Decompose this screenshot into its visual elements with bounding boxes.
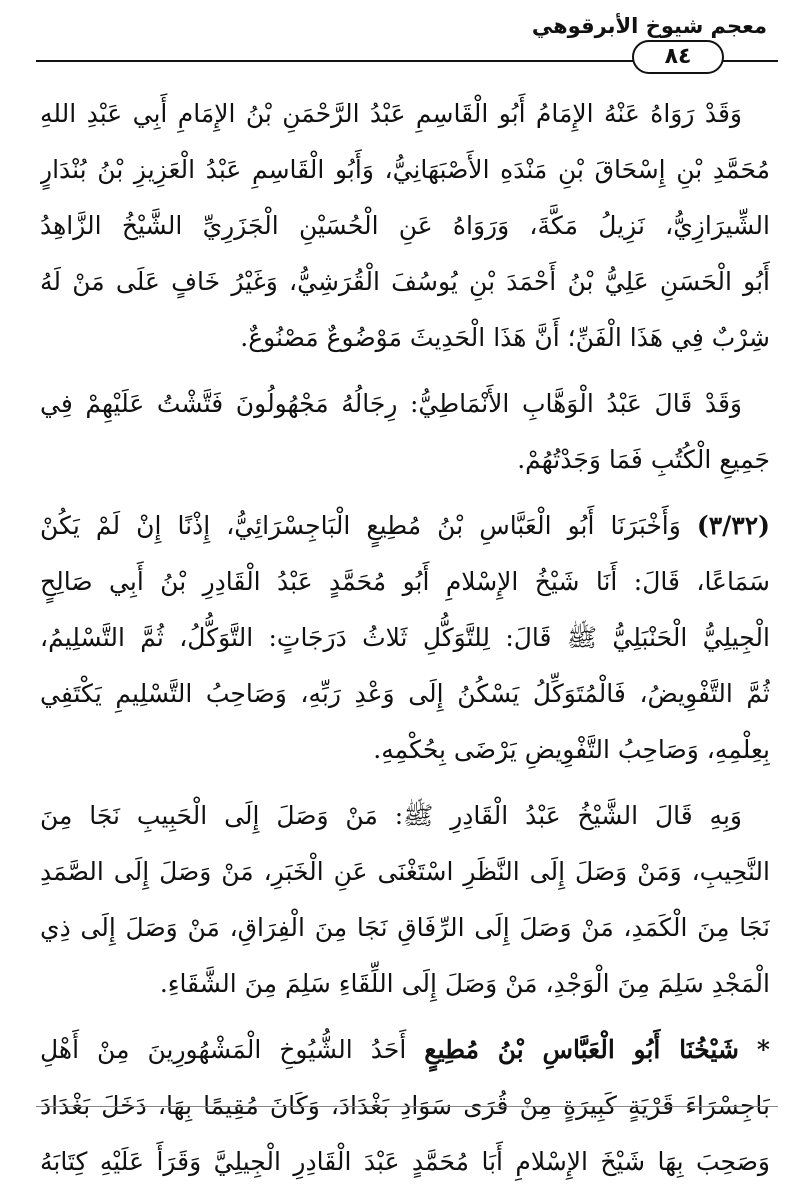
text-line: وَقَدْ رَوَاهُ عَنْهُ الإِمَامُ أَبُو الْقَاسِمِ عَبْدُ الرَّحْمَنِ بْنُ الإِمَامِ أَبِي عَبْدِ اللهِ xyxy=(40,99,742,128)
text-line: بَاجِسْرَاءَ قَرْيَةٍ كَبِيرَةٍ مِنْ قُرَى سَوَادِ بَغْدَادَ، وَكَانَ مُقِيمًا بِهَا، دَخَلَ بَغْدَادَ xyxy=(40,1091,770,1120)
text-line: ثُمَّ التَّفْوِيضُ، فَالْمُتَوَكِّلُ يَسْكُنُ إِلَى وَعْدِ رَبِّهِ، وَصَاحِبُ التَّسْلِيمِ يَكْتَفِي xyxy=(40,679,770,708)
entry-lead-name: شَيْخُنَا أَبُو الْعَبَّاسِ بْنُ مُطِيعٍ xyxy=(424,1035,739,1064)
paragraph xyxy=(40,498,770,778)
text-line: وَصَحِبَ بِهَا شَيْخَ الإِسْلامِ أَبَا مُحَمَّدٍ عَبْدَ الْقَادِرِ الْجِيلِيَّ وَقَرَأَ عَلَيْهِ كِتَابَهُ xyxy=(40,1147,770,1176)
text-line: الْجِيلِيُّ الْحَنْبَلِيُّ ﷺ قَالَ: لِلتَّوَكُّلِ ثَلاثُ دَرَجَاتٍ: التَّوَكُّلُ، ثُمَّ التَّسْلِيمُ، xyxy=(40,623,770,652)
text-line: مُحَمَّدِ بْنِ إِسْحَاقَ بْنِ مَنْدَهِ الأَصْبَهَانِيُّ، وَأَبُو الْقَاسِمِ عَبْدُ الْعَزِيزِ بْنُ بُنْدَارٍ xyxy=(40,155,770,184)
page-number: ٨٤ xyxy=(632,40,724,74)
text-line: جَمِيعِ الْكُتُبِ فَمَا وَجَدْتُهُمْ. xyxy=(517,445,770,474)
entry-marker: * xyxy=(756,1035,770,1064)
text-line: شِرْبٌ فِي هَذَا الْفَنِّ؛ أَنَّ هَذَا الْحَدِيثَ مَوْضُوعٌ مَصْنُوعٌ. xyxy=(240,323,770,352)
text-line: بِعِلْمِهِ، وَصَاحِبُ التَّفْوِيضِ يَرْضَى بِحُكْمِهِ. xyxy=(373,735,770,764)
paragraph xyxy=(40,86,770,366)
bottom-rule xyxy=(36,1106,778,1107)
text-line: وَقَدْ قَالَ عَبْدُ الْوَهَّابِ الأَنْمَاطِيُّ: رِجَالُهُ مَجْهُولُونَ فَتَّشْتُ عَلَيْهِمْ فِي xyxy=(40,389,742,418)
text-segment: وَأَخْبَرَنَا أَبُو الْعَبَّاسِ بْنُ مُطِيعٍ الْبَاجِسْرَائِيُّ، إِذْنًا إِنْ لَمْ يَكُنْ xyxy=(40,511,681,540)
body-text xyxy=(40,86,770,1200)
text-line xyxy=(40,498,770,554)
text-line: النَّحِيبِ، وَمَنْ وَصَلَ إِلَى النَّظَرِ اسْتَغْنَى عَنِ الْخَبَرِ، مَنْ وَصَلَ إِلَى الصَّمَدِ xyxy=(40,857,770,886)
text-line: وَبِهِ قَالَ الشَّيْخُ عَبْدُ الْقَادِرِ ﷺ: مَنْ وَصَلَ إِلَى الْحَبِيبِ نَجَا مِنَ xyxy=(40,801,742,830)
text-segment: أَحَدُ الشُّيُوخِ الْمَشْهُورِينَ مِنْ أَهْلِ xyxy=(40,1035,407,1064)
hadith-number: (٣/٣٢) xyxy=(696,511,770,540)
text-line: سَمَاعًا، قَالَ: أَنَا شَيْخُ الإِسْلامِ أَبُو مُحَمَّدٍ عَبْدُ الْقَادِرِ بْنُ أَبِي صَالِحٍ xyxy=(40,567,770,596)
paragraph xyxy=(40,376,770,488)
text-line: نَجَا مِنَ الْكَمَدِ، مَنْ وَصَلَ إِلَى الرِّفَاقِ نَجَا مِنَ الْفِرَاقِ، مَنْ وَصَلَ إِلَى ذِي xyxy=(40,913,770,942)
text-line: الشِّيرَازِيُّ، نَزِيلُ مَكَّةَ، وَرَوَاهُ عَنِ الْحُسَيْنِ الْجَزَرِيِّ الشَّيْخُ الزَّاهِدُ xyxy=(40,211,770,240)
paragraph xyxy=(40,788,770,1012)
text-line: أَبُو الْحَسَنِ عَلِيُّ بْنُ أَحْمَدَ بْنِ يُوسُفَ الْقُرَشِيُّ، وَغَيْرُ خَافٍ عَلَى مَنْ لَهُ xyxy=(40,267,770,296)
text-line xyxy=(40,1022,770,1078)
text-line: الْمَجْدِ سَلِمَ مِنَ الْوَجْدِ، مَنْ وَصَلَ إِلَى اللِّقَاءِ سَلِمَ مِنَ الشَّقَاءِ. xyxy=(159,969,770,998)
running-title: معجم شيوخ الأبرقوهي xyxy=(531,14,767,38)
